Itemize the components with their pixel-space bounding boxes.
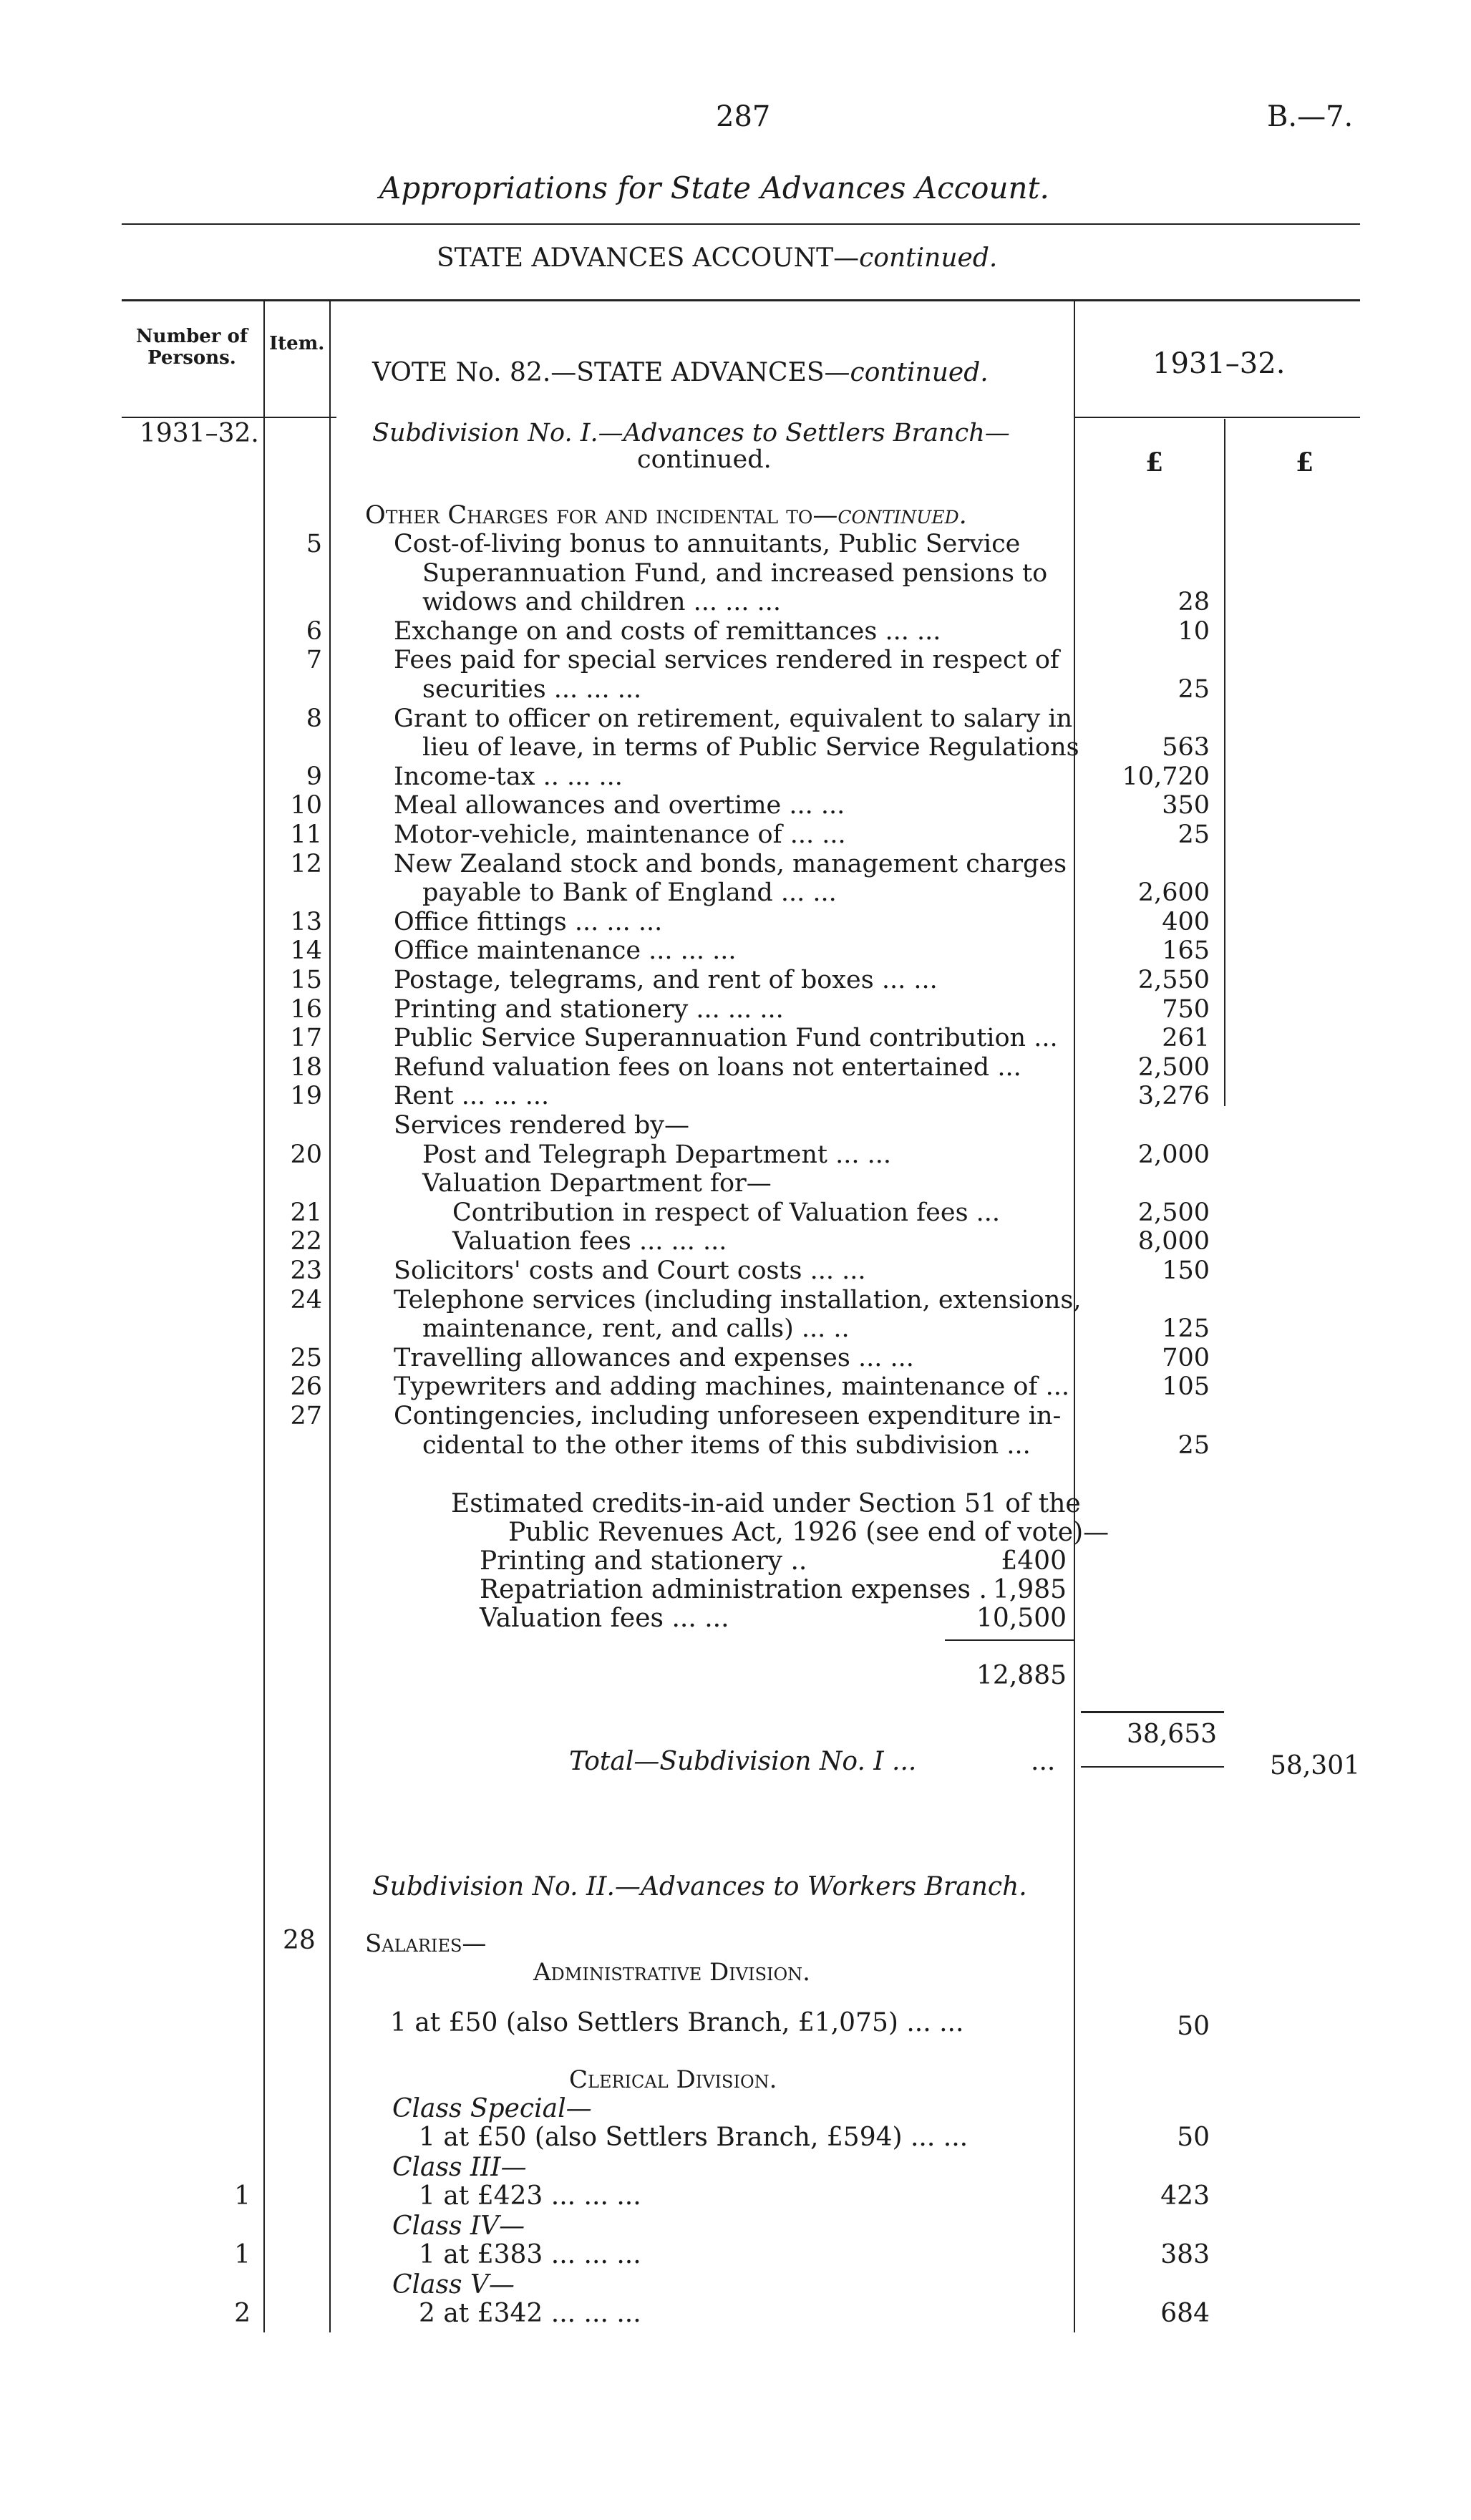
item-number: 19 bbox=[290, 1082, 322, 1111]
item-amount: 700 bbox=[1162, 1343, 1210, 1372]
item-number: 16 bbox=[290, 994, 322, 1024]
item-amount: 8,000 bbox=[1137, 1227, 1210, 1256]
item-amount: 10,720 bbox=[1122, 762, 1210, 791]
item-number: 15 bbox=[290, 966, 322, 994]
class-persons: 1 bbox=[234, 2181, 251, 2211]
item-text-line: Office fittings ... ... ... bbox=[394, 907, 663, 936]
item-amount: 2,600 bbox=[1137, 878, 1210, 908]
class-amount: 383 bbox=[1160, 2240, 1210, 2269]
class-label: Class III— bbox=[392, 2153, 527, 2182]
class-label: Class IV— bbox=[392, 2211, 525, 2241]
header-bottom-rule bbox=[122, 417, 336, 418]
item-amount: 25 bbox=[1178, 675, 1210, 704]
item-number: 23 bbox=[290, 1256, 322, 1285]
item-text-line: Telephone services (including installation, extensions, bbox=[394, 1285, 1082, 1314]
item-number: 17 bbox=[290, 1024, 322, 1053]
item-amount: 3,276 bbox=[1137, 1082, 1210, 1111]
item-text-line: Grant to officer on retirement, equivalent to salary in bbox=[394, 704, 1073, 733]
other-charges-heading bbox=[365, 501, 967, 530]
item-amount: 28 bbox=[1178, 588, 1210, 617]
class-label: Class Special— bbox=[392, 2094, 592, 2123]
item-number: 7 bbox=[306, 646, 322, 675]
item-number: 8 bbox=[306, 704, 322, 733]
class-line: 1 at £50 (also Settlers Branch, £594) ... ... bbox=[419, 2123, 968, 2152]
left-year: 1931–32. bbox=[140, 419, 259, 448]
page-title: Appropriations for State Advances Account. bbox=[379, 170, 1049, 205]
credits-total: 12,885 bbox=[976, 1661, 1067, 1690]
item-amount: 400 bbox=[1162, 907, 1210, 936]
item-text-line: Printing and stationery ... ... ... bbox=[394, 994, 784, 1024]
credit-label: Printing and stationery .. bbox=[480, 1546, 807, 1576]
item-number: 6 bbox=[306, 616, 322, 646]
class-amount: 50 bbox=[1177, 2123, 1210, 2152]
item-text-line: Contingencies, including unforeseen expenditure in- bbox=[394, 1402, 1062, 1430]
account-cont: continued. bbox=[859, 243, 998, 273]
item-text-line: Office maintenance ... ... ... bbox=[394, 936, 737, 966]
credits-intro-2: Public Revenues Act, 1926 (see end of vote)— bbox=[508, 1518, 1110, 1547]
item-text-line: Income-tax .. ... ... bbox=[394, 762, 623, 791]
persons-header: Number of Persons. bbox=[135, 326, 248, 369]
item-text-line: maintenance, rent, and calls) ... .. bbox=[422, 1314, 850, 1344]
item-amount: 2,550 bbox=[1137, 966, 1210, 994]
item-number: 25 bbox=[290, 1343, 322, 1372]
class-amount: 684 bbox=[1160, 2299, 1210, 2328]
class-line: 1 at £423 ... ... ... bbox=[419, 2181, 641, 2211]
item-amount: 165 bbox=[1162, 936, 1210, 966]
item-text-line: Typewriters and adding machines, maintenance of ... bbox=[394, 1372, 1069, 1402]
item-number: 11 bbox=[290, 820, 322, 849]
class-persons: 1 bbox=[234, 2240, 251, 2269]
administrative-division: Administrative Division. bbox=[533, 1958, 810, 1987]
salaries-item: 28 bbox=[283, 1926, 316, 1955]
item-number: 10 bbox=[290, 791, 322, 820]
title-rule bbox=[122, 223, 1360, 225]
table-top-rule bbox=[122, 299, 1360, 301]
subtotal-under-rule bbox=[1081, 1766, 1224, 1768]
year-header: 1931–32. bbox=[1152, 347, 1286, 380]
item-number: 20 bbox=[290, 1140, 322, 1169]
item-text-line: Contribution in respect of Valuation fees ... bbox=[452, 1198, 1001, 1227]
subtotal-rule bbox=[1081, 1711, 1224, 1713]
clerical-division: Clerical Division. bbox=[569, 2065, 777, 2094]
item-amount: 261 bbox=[1162, 1024, 1210, 1053]
item-amount: 2,000 bbox=[1137, 1140, 1210, 1169]
charges-cont: continued. bbox=[838, 501, 967, 530]
item-number: 13 bbox=[290, 907, 322, 936]
pound-sign-2: £ bbox=[1296, 447, 1314, 478]
pound-sign-1: £ bbox=[1145, 447, 1164, 478]
item-amount: 10 bbox=[1178, 616, 1210, 646]
item-text-line: lieu of leave, in terms of Public Service Regulations bbox=[422, 733, 1079, 762]
credit-amount: 1,985 bbox=[992, 1575, 1067, 1604]
class-persons: 2 bbox=[234, 2299, 251, 2328]
total-subdivision-label: Total—Subdivision No. I ... bbox=[569, 1747, 917, 1776]
col-rule-persons bbox=[263, 299, 265, 2332]
item-amount: 125 bbox=[1162, 1314, 1210, 1344]
charges-label: Other Charges for and incidental to— bbox=[365, 501, 838, 530]
subdivision-2-heading: Subdivision No. II.—Advances to Workers Branch. bbox=[372, 1872, 1027, 1901]
item-text-line: Public Service Superannuation Fund contribution ... bbox=[394, 1024, 1058, 1053]
item-text-line: widows and children ... ... ... bbox=[422, 588, 782, 617]
item-amount: 750 bbox=[1162, 994, 1210, 1024]
item-amount: 563 bbox=[1162, 733, 1210, 762]
grand-total: 58,301 bbox=[1270, 1751, 1360, 1780]
credit-label: Repatriation administration expenses . bbox=[480, 1575, 987, 1604]
item-text-line: Meal allowances and overtime ... ... bbox=[394, 791, 845, 820]
item-amount: 350 bbox=[1162, 791, 1210, 820]
item-text-line: securities ... ... ... bbox=[422, 675, 642, 704]
item-text-line: Motor-vehicle, maintenance of ... ... bbox=[394, 820, 846, 849]
col-rule-amount bbox=[1224, 419, 1225, 1106]
item-text-line: Exchange on and costs of remittances ... ... bbox=[394, 616, 941, 646]
item-text-line: Superannuation Fund, and increased pensions to bbox=[422, 558, 1048, 588]
item-text-line: Solicitors' costs and Court costs ... ... bbox=[394, 1256, 866, 1285]
item-text-line: Valuation fees ... ... ... bbox=[452, 1227, 727, 1256]
item-number: 27 bbox=[290, 1402, 322, 1430]
item-amount: 25 bbox=[1178, 1430, 1210, 1460]
admin-amount: 50 bbox=[1177, 2012, 1210, 2041]
subdivision-1-heading: Subdivision No. I.—Advances to Settlers Branch— bbox=[372, 419, 1010, 447]
item-text-line: Services rendered by— bbox=[394, 1111, 690, 1140]
class-label: Class V— bbox=[392, 2270, 515, 2300]
class-line: 1 at £383 ... ... ... bbox=[419, 2240, 641, 2269]
item-number: 21 bbox=[290, 1198, 322, 1227]
item-number: 14 bbox=[290, 936, 322, 966]
account-heading bbox=[437, 243, 997, 273]
salaries-heading: Salaries— bbox=[365, 1929, 487, 1958]
item-amount: 25 bbox=[1178, 820, 1210, 849]
credit-label: Valuation fees ... ... bbox=[480, 1604, 729, 1633]
class-line: 2 at £342 ... ... ... bbox=[419, 2299, 641, 2328]
item-text-line: Fees paid for special services rendered in respect of bbox=[394, 646, 1059, 675]
vote-heading bbox=[372, 358, 989, 387]
item-text-line: Travelling allowances and expenses ... ... bbox=[394, 1343, 914, 1372]
item-amount: 2,500 bbox=[1137, 1198, 1210, 1227]
item-amount: 2,500 bbox=[1137, 1052, 1210, 1082]
item-amount: 150 bbox=[1162, 1256, 1210, 1285]
item-text-line: cidental to the other items of this subdivision ... bbox=[422, 1430, 1031, 1460]
item-text-line: payable to Bank of England ... ... bbox=[422, 878, 837, 908]
account-name: STATE ADVANCES ACCOUNT— bbox=[437, 243, 860, 273]
subtotal-amount: 38,653 bbox=[1127, 1720, 1217, 1749]
class-amount: 423 bbox=[1160, 2181, 1210, 2211]
page-number: 287 bbox=[716, 100, 771, 133]
credit-amount: £400 bbox=[1001, 1546, 1067, 1576]
item-text-line: New Zealand stock and bonds, management charges bbox=[394, 849, 1067, 878]
item-text-line: Rent ... ... ... bbox=[394, 1082, 550, 1111]
item-header: Item. bbox=[269, 333, 325, 354]
col-rule-item bbox=[329, 299, 331, 2332]
item-number: 9 bbox=[306, 762, 322, 791]
item-text-line: Valuation Department for— bbox=[422, 1169, 772, 1198]
item-text-line: Cost-of-living bonus to annuitants, Public Service bbox=[394, 530, 1021, 558]
item-number: 18 bbox=[290, 1052, 322, 1082]
subdivision-1-cont: continued. bbox=[637, 445, 772, 474]
credits-sum-rule bbox=[945, 1639, 1074, 1641]
credit-amount: 10,500 bbox=[976, 1604, 1067, 1633]
credits-intro-1: Estimated credits-in-aid under Section 51 of the bbox=[451, 1489, 1081, 1518]
document-reference: B.—7. bbox=[1267, 100, 1354, 133]
item-number: 22 bbox=[290, 1227, 322, 1256]
item-number: 26 bbox=[290, 1372, 322, 1402]
vote-title: VOTE No. 82.—STATE ADVANCES— bbox=[372, 358, 850, 387]
vote-cont: continued. bbox=[850, 358, 989, 387]
item-text-line: Postage, telegrams, and rent of boxes ... ... bbox=[394, 966, 938, 994]
item-amount: 105 bbox=[1162, 1372, 1210, 1402]
admin-line: 1 at £50 (also Settlers Branch, £1,075) ... ... bbox=[390, 2008, 964, 2037]
item-text-line: Post and Telegraph Department ... ... bbox=[422, 1140, 891, 1169]
item-number: 24 bbox=[290, 1285, 322, 1314]
item-number: 12 bbox=[290, 849, 322, 878]
total-subdivision-dots: ... bbox=[1031, 1747, 1056, 1776]
header-bottom-rule-right bbox=[1074, 417, 1360, 418]
item-text-line: Refund valuation fees on loans not entertained ... bbox=[394, 1052, 1021, 1082]
item-number: 5 bbox=[306, 530, 322, 558]
